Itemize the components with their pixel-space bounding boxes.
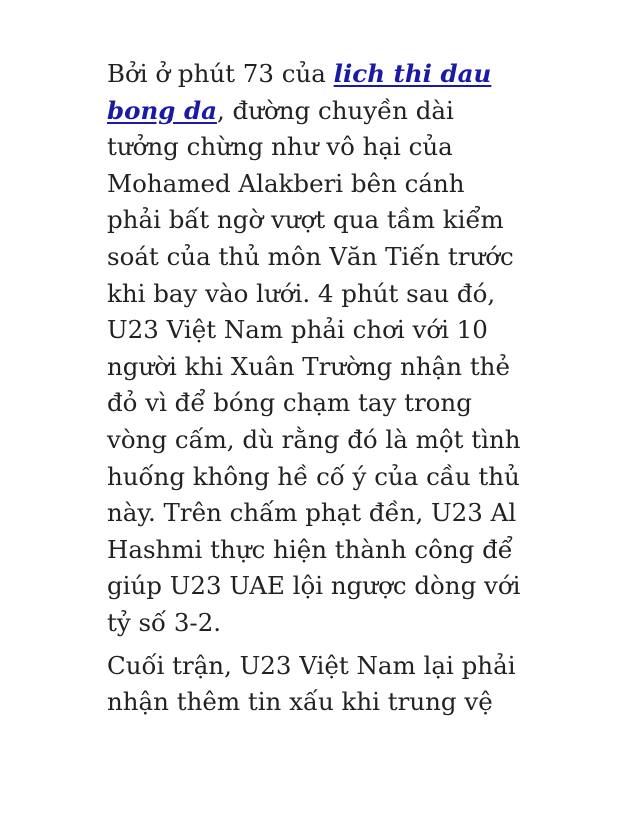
text-line: tưởng chừng như vô hại của: [107, 132, 453, 162]
text-line: huống không hề cố ý của cầu thủ: [107, 461, 520, 491]
schedule-link-continued[interactable]: bong da: [107, 95, 217, 125]
text-line: tỷ số 3-2.: [107, 607, 222, 637]
text-line: phải bất ngờ vượt qua tầm kiểm: [107, 205, 504, 235]
text-line: Hashmi thực hiện thành công để: [107, 534, 513, 564]
text-line: khi bay vào lưới. 4 phút sau đó,: [107, 278, 496, 308]
text-run: , đường chuyền dài: [216, 95, 454, 125]
text-line: giúp U23 UAE lội ngược dòng với: [107, 571, 521, 601]
text-line: [107, 56, 577, 93]
document-body: [107, 56, 577, 721]
text-line: này. Trên chấm phạt đền, U23 Al: [107, 498, 517, 528]
text-line: Mohamed Alakberi bên cánh: [107, 168, 465, 198]
text-line: soát của thủ môn Văn Tiến trước: [107, 241, 514, 271]
text-line: nhận thêm tin xấu khi trung vệ: [107, 687, 493, 717]
text-line: người khi Xuân Trường nhận thẻ: [107, 351, 510, 381]
text-run: Bởi ở phút 73 của: [107, 59, 334, 88]
paragraph-match-report: [107, 56, 577, 642]
paragraph-end-of-match: [107, 648, 577, 721]
text-line: vòng cấm, dù rằng đó là một tình: [107, 424, 521, 454]
schedule-link[interactable]: lich thi dau: [333, 59, 492, 88]
text-line: Cuối trận, U23 Việt Nam lại phải: [107, 650, 516, 680]
text-line: [107, 93, 577, 130]
text-line: đỏ vì để bóng chạm tay trong: [107, 388, 472, 418]
text-line: U23 Việt Nam phải chơi với 10: [107, 315, 488, 345]
